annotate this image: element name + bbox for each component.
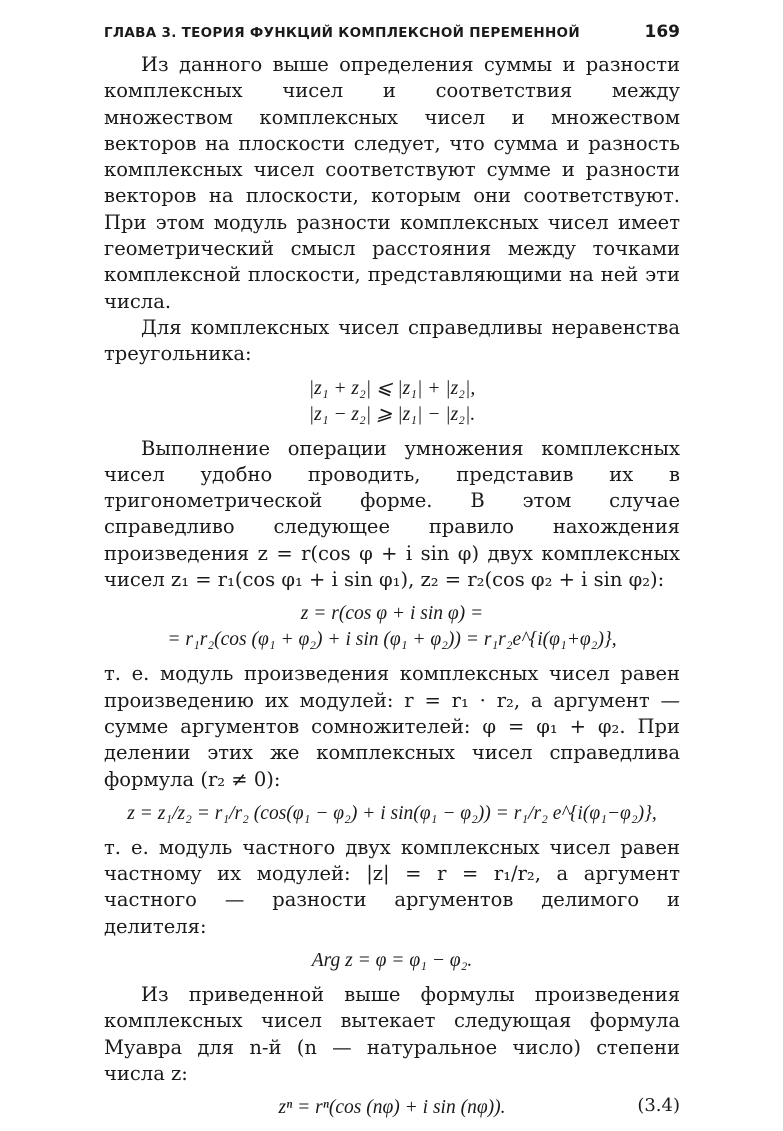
paragraph-5: т. е. модуль частного двух комплексных чисел равен частному их модулей: |z| = r = r₁/r₂, а аргумент частного — разности аргументов делимого и делителя: xyxy=(104,835,680,938)
moivre-formula: zⁿ = rⁿ(cos (nφ) + i sin (nφ)). xyxy=(278,1097,506,1119)
product-formula xyxy=(104,601,680,653)
paragraph-2: Для комплексных чисел справедливы неравенства треугольника: xyxy=(104,315,680,366)
paragraph-6: Из приведенной выше формулы произведения комплексных чисел вытекает следующая формула Муавра для n-й (n — натуральное число) степени числа z: xyxy=(104,983,680,1085)
page-number: 169 xyxy=(644,22,680,42)
argument-formula: Arg z = φ = φ₁ − φ₂. xyxy=(311,950,473,972)
division-formula: z = z₁/z₂ = r₁/r₂ (cos(φ₁ − φ₂) + i sin(φ₁ − φ₂)) = r₁/r₂ e^{i(φ₁−φ₂)}, xyxy=(127,802,657,824)
paragraph-1: Из данного выше определения суммы и разности комплексных чисел и соответствия между множеством комплексных чисел и множеством векторов на плоскости следует, что сумма и разность комплексных чисел соответствуют сумме и разности векторов на плоскости, которым они соответствуют. При этом модуль разности комплексных чисел имеет геометрический смысл расстояния между точками комплексной плоскости, представляющими на ней эти числа. xyxy=(104,53,680,313)
book-page xyxy=(104,22,680,1129)
division-formula-block xyxy=(104,801,680,827)
paragraph-3: Выполнение операции умножения комплексных чисел удобно проводить, представив их в тригонометрической форме. В этом случае справедливо следующее правило нахождения произведения z = r(cos φ + i sin φ) двух комплексных чисел z₁ = r₁(cos φ₁ + i sin φ₁), z₂ = r₂(cos φ₂ + i sin φ₂): xyxy=(104,436,680,592)
equation-number: (3.4) xyxy=(637,1095,680,1117)
inequality-sum: |z₁ + z₂| ⩽ |z₁| + |z₂|, xyxy=(308,377,476,399)
paragraph-4: т. е. модуль произведения комплексных чисел равен произведению их модулей: r = r₁ · r₂, а аргумент — сумме аргументов сомножителей: φ = φ₁ + φ₂. При делении этих же комплексных чисел справедлива формула (r₂ ≠ 0): xyxy=(104,662,680,791)
triangle-inequalities xyxy=(104,376,680,428)
product-line-2: = r₁r₂(cos (φ₁ + φ₂) + i sin (φ₁ + φ₂)) = r₁r₂e^{i(φ₁+φ₂)}, xyxy=(167,629,617,651)
chapter-title: ГЛАВА 3. ТЕОРИЯ ФУНКЦИЙ КОМПЛЕКСНОЙ ПЕРЕМЕННОЙ xyxy=(104,25,580,41)
moivre-formula-block xyxy=(104,1095,680,1121)
inequality-difference: |z₁ − z₂| ⩾ |z₁| − |z₂|. xyxy=(308,403,476,425)
running-header xyxy=(104,22,680,52)
argument-formula-block xyxy=(104,948,680,974)
product-line-1: z = r(cos φ + i sin φ) = xyxy=(300,603,484,625)
